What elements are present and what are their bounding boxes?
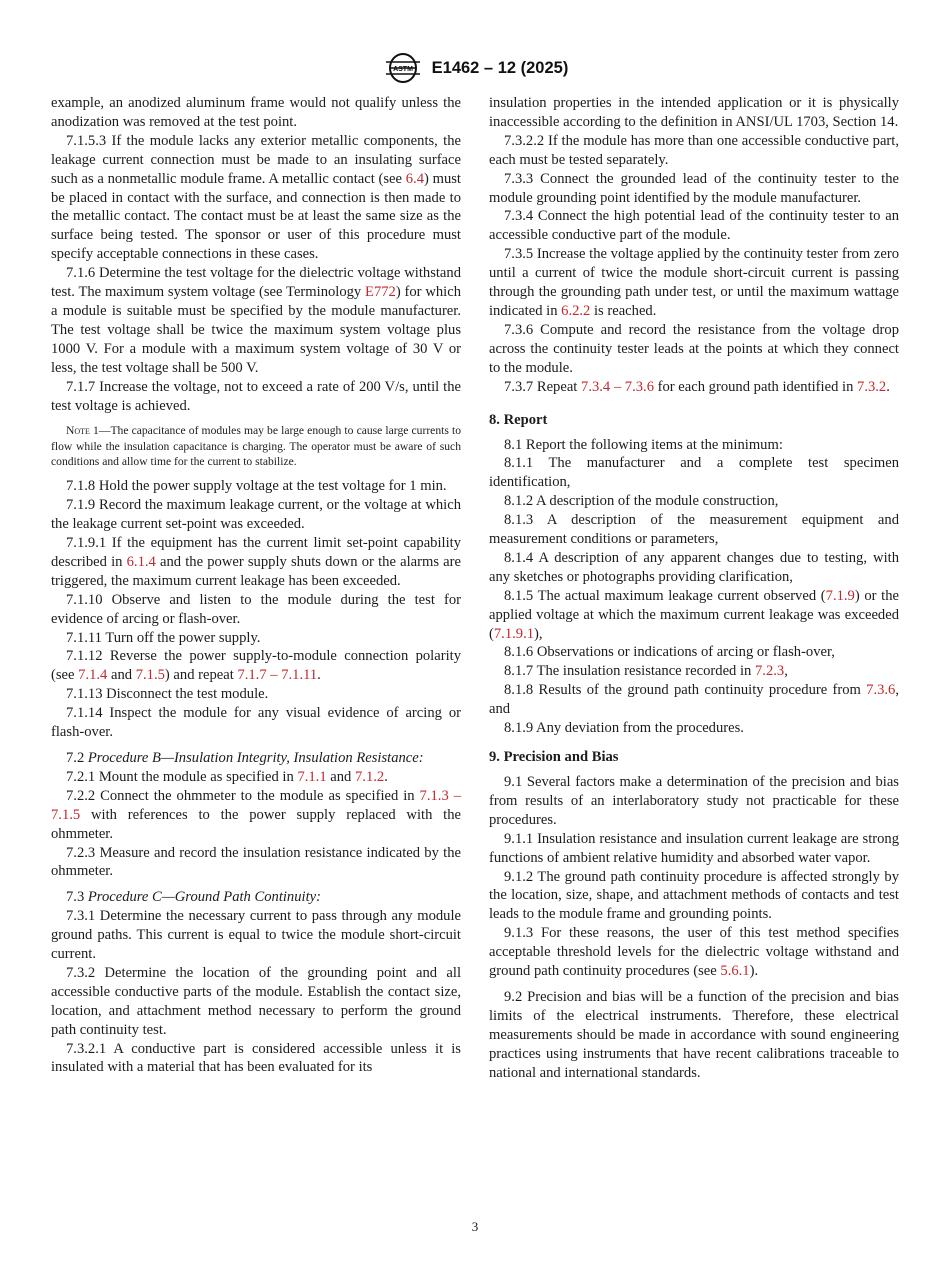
paragraph: 8.1.2 A description of the module construction, bbox=[504, 493, 779, 510]
cross-reference-link[interactable]: 7.3.4 – 7.3.6 bbox=[581, 378, 654, 395]
paragraph: 7.1.8 Hold the power supply voltage at the test voltage for 1 min. bbox=[66, 478, 447, 495]
paragraph: 7.2.1 Mount the module as specified in 7.1.1 and 7.1.2. bbox=[66, 768, 388, 785]
section-heading: 8. Report bbox=[489, 411, 548, 428]
paragraph: 7.1.9.1 If the equipment has the current limit set-point capability described in 6.1.4 and the power supply shuts down or the alarms are triggered, the maximum current leakage has been exceeded. bbox=[51, 535, 461, 589]
paragraph: 7.1.9 Record the maximum leakage current, or the voltage at which the leakage current set-point was exceeded. bbox=[51, 497, 461, 533]
paragraph: 7.3 Procedure C—Ground Path Continuity: bbox=[66, 889, 321, 906]
cross-reference-link[interactable]: E772 bbox=[365, 284, 396, 301]
paragraph: 9.2 Precision and bias will be a function of the precision and bias limits of the electrical instruments. Therefore, these electrical measurements should be made in accordance with sound engineering practices using instruments that have recent calibrations traceable to national and international standards. bbox=[489, 988, 899, 1081]
paragraph: 8.1.9 Any deviation from the procedures. bbox=[504, 720, 744, 737]
cross-reference-link[interactable]: 7.3.6 bbox=[866, 682, 896, 699]
cross-reference-link[interactable]: 7.1.4 bbox=[78, 667, 108, 684]
procedure-title: Procedure B—Insulation Integrity, Insulation Resistance: bbox=[87, 749, 424, 766]
left-column bbox=[51, 94, 461, 1077]
cross-reference-link[interactable]: 7.3.2 bbox=[857, 378, 887, 395]
paragraph: 7.1.7 Increase the voltage, not to exceed a rate of 200 V/s, until the test voltage is achieved. bbox=[51, 378, 461, 414]
section-heading: 9. Precision and Bias bbox=[489, 749, 619, 765]
procedure-title: Procedure C—Ground Path Continuity: bbox=[87, 889, 321, 906]
paragraph: 8.1.7 The insulation resistance recorded in 7.2.3, bbox=[504, 663, 788, 680]
paragraph: 9.1.1 Insulation resistance and insulation current leakage are strong functions of ambient relative humidity and absorbed water vapor. bbox=[489, 830, 899, 866]
paragraph: 7.3.6 Compute and record the resistance from the voltage drop across the continuity tester leads at the points at which they connect to the module. bbox=[489, 321, 899, 376]
paragraph: 8.1 Report the following items at the minimum: bbox=[504, 436, 783, 453]
paragraph: 8.1.4 A description of any apparent changes due to testing, with any sketches or photographs providing clarification, bbox=[489, 549, 899, 585]
paragraph: 7.1.10 Observe and listen to the module during the test for evidence of arcing or flash-over. bbox=[51, 591, 461, 627]
paragraph: 8.1.1 The manufacturer and a complete test specimen identification, bbox=[489, 455, 899, 491]
page-header bbox=[0, 52, 950, 82]
cross-reference-link[interactable]: 6.2.2 bbox=[561, 302, 591, 319]
paragraph: 7.3.3 Connect the grounded lead of the continuity tester to the module grounding point identified by the module manufacturer. bbox=[489, 170, 899, 206]
paragraph: 7.2.3 Measure and record the insulation resistance indicated by the ohmmeter. bbox=[51, 844, 461, 880]
paragraph: 7.2.2 Connect the ohmmeter to the module as specified in 7.1.3 – 7.1.5 with references to the power supply replaced with the ohmmeter. bbox=[51, 787, 461, 842]
cross-reference-link[interactable]: 7.1.2 bbox=[355, 768, 385, 785]
astm-logo bbox=[382, 52, 424, 84]
cross-reference-link[interactable]: 7.1.9 bbox=[825, 587, 855, 604]
paragraph: 7.1.6 Determine the test voltage for the dielectric voltage withstand test. The maximum system voltage (see Terminology E772) for which a module is suitable must be specified by the module manufacturer. The test voltage shall be twice the maximum system voltage plus 1000 V. For a module with a maximum system voltage of 30 V or less, the test voltage shall be 500 V. bbox=[51, 265, 461, 376]
paragraph: 7.3.2 Determine the location of the grounding point and all accessible conductive parts of the module. Establish the contact size, location, and attachment method necessary to perform the ground path continuity test. bbox=[51, 964, 461, 1038]
cross-reference-link[interactable]: 7.1.5 bbox=[135, 667, 165, 684]
note-label: Note bbox=[66, 424, 90, 438]
paragraph: 7.3.2.1 A conductive part is considered accessible unless it is insulated with a material that has been evaluated for its bbox=[51, 1040, 461, 1076]
cross-reference-link[interactable]: 7.1.1 bbox=[297, 768, 327, 785]
paragraph: 7.1.14 Inspect the module for any visual evidence of arcing or flash-over. bbox=[51, 705, 461, 741]
cross-reference-link[interactable]: 5.6.1 bbox=[720, 963, 750, 980]
paragraph: 7.3.2.2 If the module has more than one accessible conductive part, each must be tested separately. bbox=[489, 132, 899, 168]
cross-reference-link[interactable]: 7.1.3 – 7.1.5 bbox=[51, 787, 461, 823]
paragraph: 8.1.6 Observations or indications of arcing or flash-over, bbox=[504, 644, 835, 661]
paragraph: 7.2 Procedure B—Insulation Integrity, Insulation Resistance: bbox=[66, 749, 424, 766]
paragraph: 7.3.4 Connect the high potential lead of the continuity tester to an accessible conductive part of the module. bbox=[489, 208, 899, 244]
paragraph: 7.1.12 Reverse the power supply-to-module connection polarity (see 7.1.4 and 7.1.5) and repeat 7.1.7 – 7.1.11. bbox=[51, 648, 461, 684]
paragraph: 9.1.2 The ground path continuity procedure is affected strongly by the location, size, shape, and attachment methods of contacts and test leads to the module frame and grounding points. bbox=[489, 868, 899, 923]
note: Note 1—The capacitance of modules may be large enough to cause large currents to flow while the insulation capacitance is charging. The operator must be aware of such conditions and allow time for the current to stabilize. bbox=[51, 424, 461, 468]
astm-logo-text: ASTM bbox=[392, 66, 413, 73]
paragraph: example, an anodized aluminum frame would not qualify unless the anodization was removed at the test point. bbox=[51, 95, 461, 130]
paragraph: 7.3.5 Increase the voltage applied by the continuity tester from zero until a current of twice the module short-circuit current is passing through the grounding path under test, or until the maximum wattage indicated in 6.2.2 is reached. bbox=[489, 246, 899, 319]
paragraph: 9.1.3 For these reasons, the user of this test method specifies acceptable threshold levels for the dielectric voltage withstand and ground path continuity procedures (see 5.6.1). bbox=[489, 925, 899, 980]
right-column bbox=[489, 94, 899, 1083]
paragraph: 7.1.5.3 If the module lacks any exterior metallic components, the leakage current connection must be made to an insulating surface such as a nonmetallic module frame. A metallic contact (see 6.4) must be placed in contact with the surface, and connection is then made to the metallic contact. The contact must be at least the same size as the surface being tested. The sponsor or user of this procedure must specify acceptable connections in these cases. bbox=[51, 132, 461, 263]
paragraph: 7.3.1 Determine the necessary current to pass through any module ground paths. This current is equal to twice the module short-circuit current. bbox=[51, 908, 461, 963]
paragraph: 7.1.11 Turn off the power supply. bbox=[66, 629, 261, 646]
paragraph: 8.1.3 A description of the measurement equipment and measurement conditions or parameters, bbox=[489, 512, 899, 548]
document-id: E1462 – 12 (2025) bbox=[431, 58, 569, 77]
cross-reference-link[interactable]: 6.1.4 bbox=[126, 553, 156, 570]
paragraph: 8.1.5 The actual maximum leakage current observed (7.1.9) or the applied voltage at which the maximum current leakage was exceeded (7.1.9.1), bbox=[489, 587, 899, 642]
paragraph: insulation properties in the intended application or it is physically inaccessible according to the definition in ANSI/UL 1703, Section 14. bbox=[489, 95, 899, 130]
paragraph: 8.1.8 Results of the ground path continuity procedure from 7.3.6, and bbox=[489, 682, 899, 718]
cross-reference-link[interactable]: 7.2.3 bbox=[755, 663, 785, 680]
paragraph: 7.1.13 Disconnect the test module. bbox=[66, 686, 269, 703]
cross-reference-link[interactable]: 7.1.7 – 7.1.11 bbox=[237, 667, 318, 684]
cross-reference-link[interactable]: 6.4 bbox=[405, 170, 424, 187]
cross-reference-link[interactable]: 7.1.9.1 bbox=[493, 625, 535, 642]
paragraph: 9.1 Several factors make a determination of the precision and bias from results of an interlaboratory study not practicable for these procedures. bbox=[489, 774, 899, 828]
page-number: 3 bbox=[471, 1219, 479, 1234]
paragraph: 7.3.7 Repeat 7.3.4 – 7.3.6 for each ground path identified in 7.3.2. bbox=[504, 378, 890, 395]
